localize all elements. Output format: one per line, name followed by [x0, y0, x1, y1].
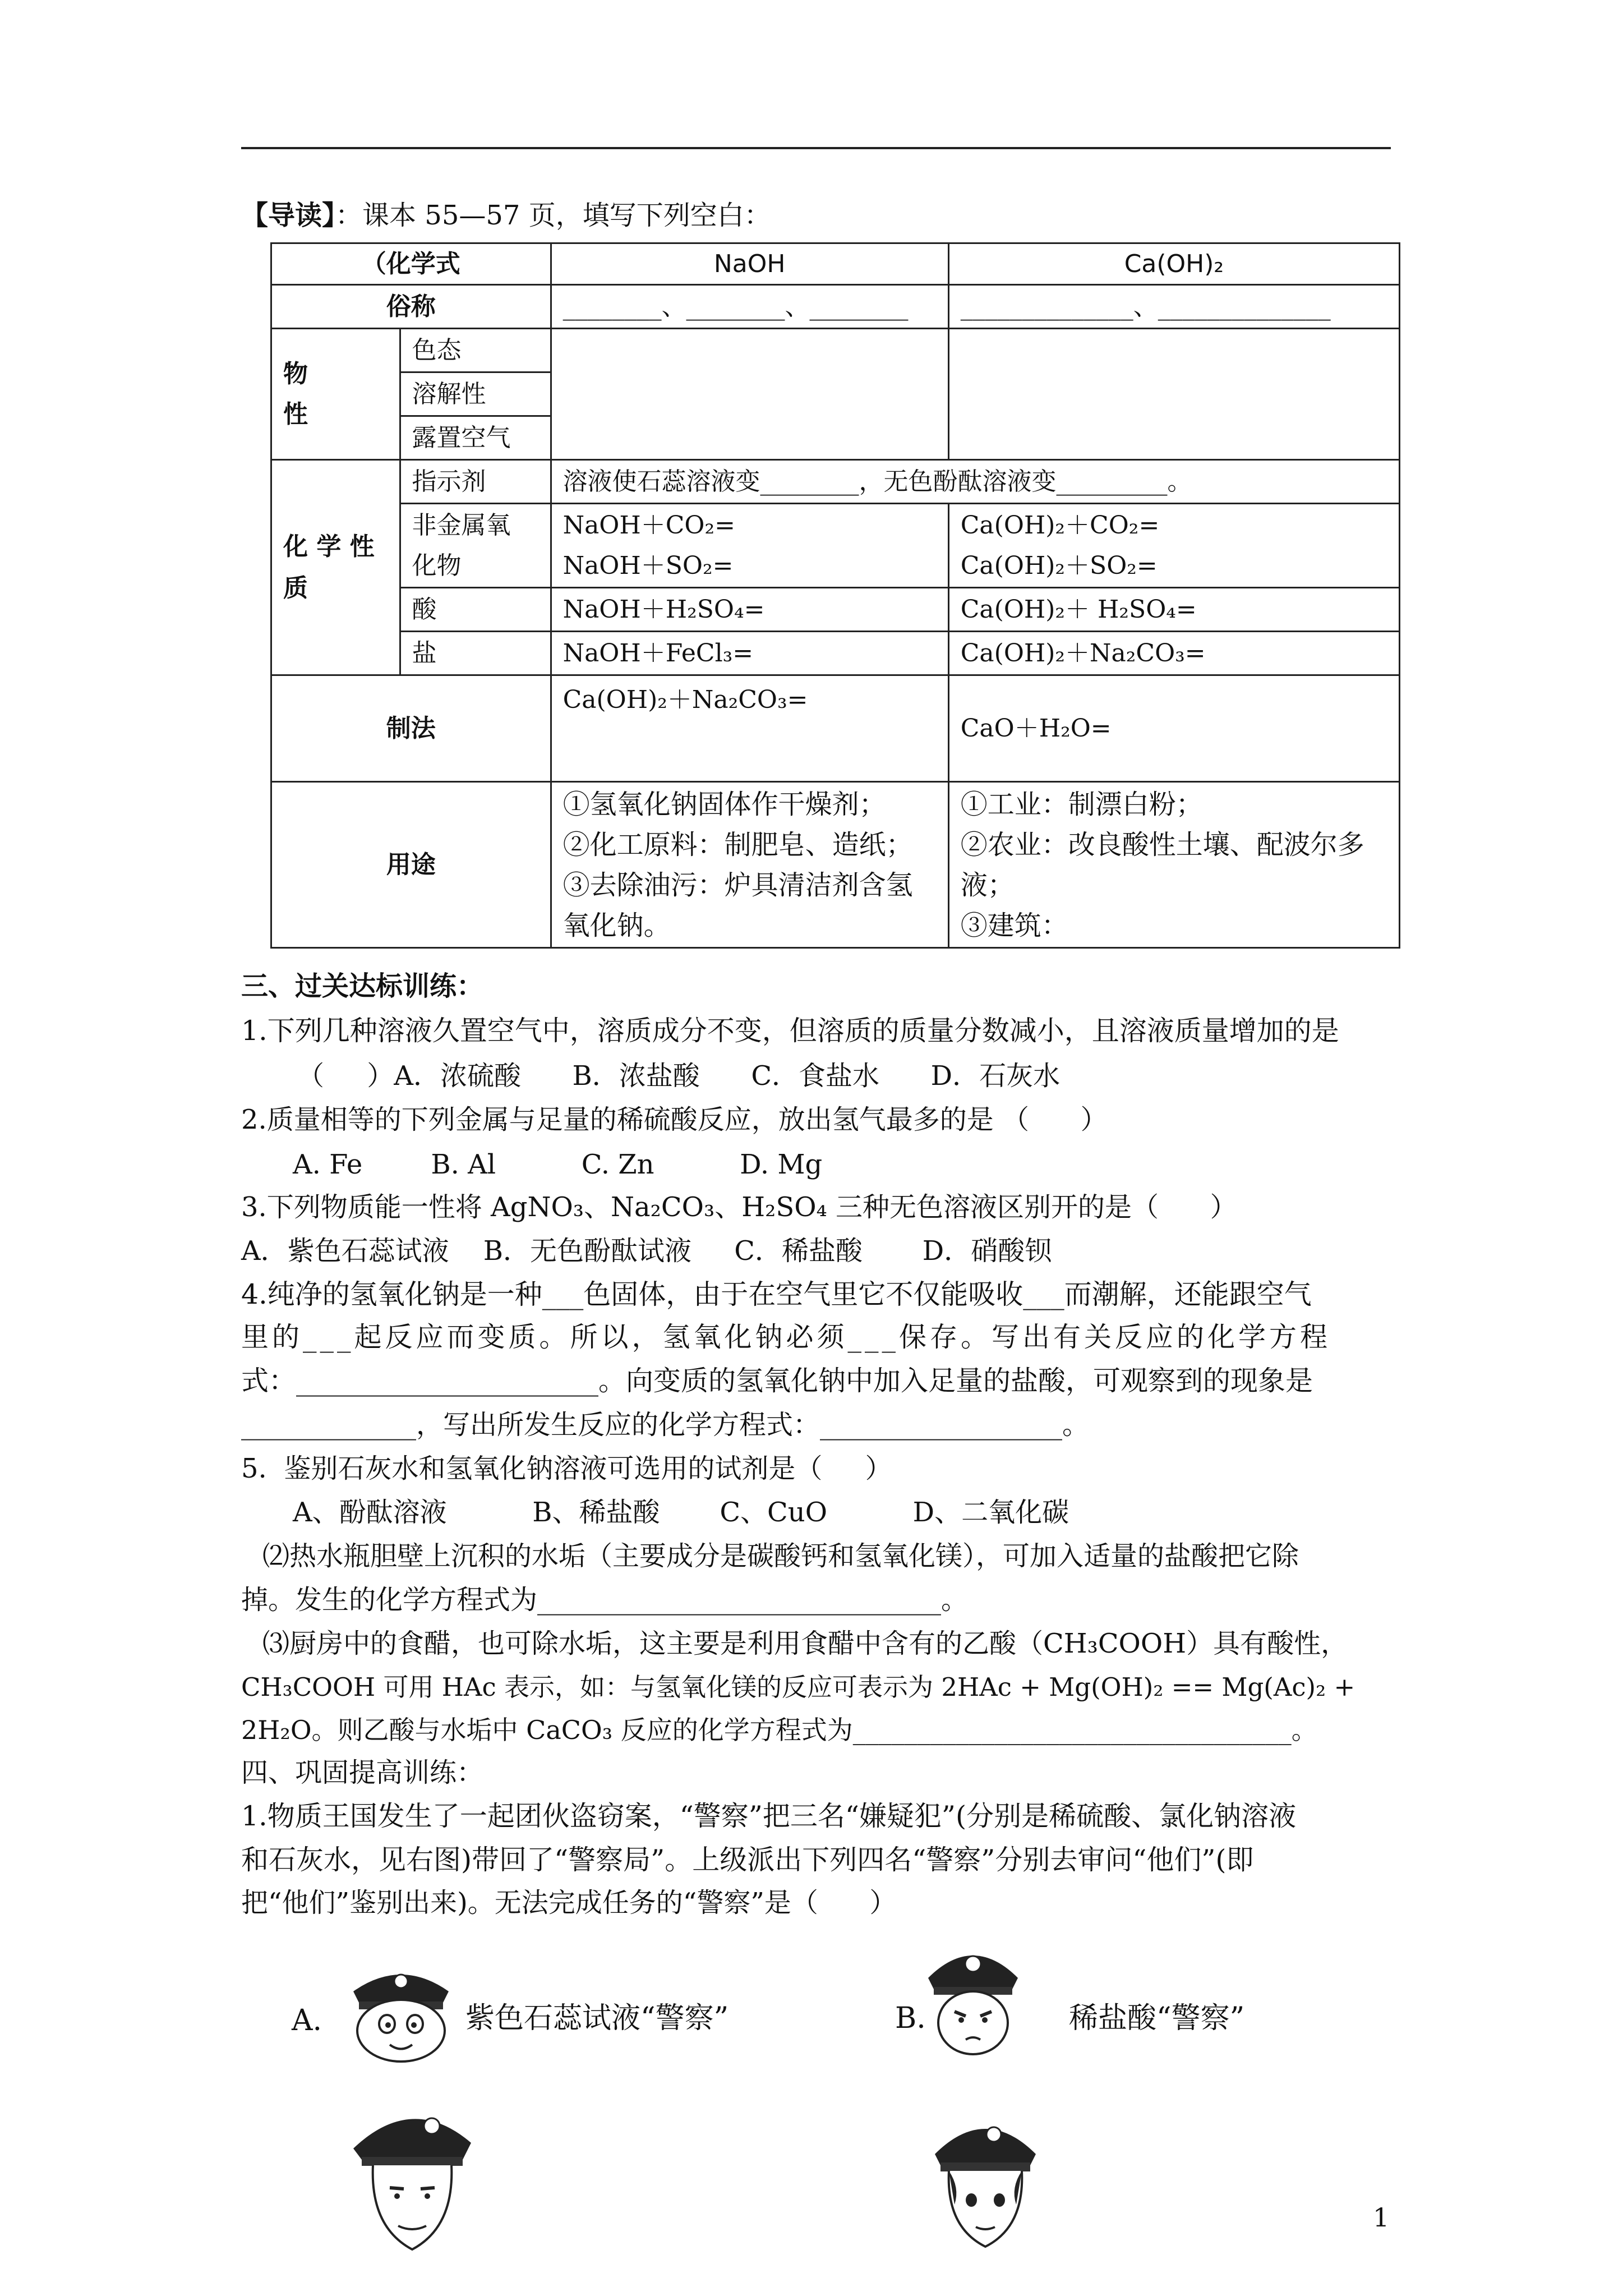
q1-options: （ ）A．浓硫酸 B．浓盐酸 C．食盐水 D．石灰水: [297, 1060, 1061, 1092]
section-4-title: 四、巩固提高训练：: [241, 1757, 484, 1788]
q5-stem: 5. 鉴别石灰水和氢氧化钠溶液可选用的试剂是（ ）: [241, 1453, 892, 1484]
p1-line3: 把“他们”鉴别出来)。无法完成任务的“警察”是（ ）: [241, 1887, 897, 1918]
hydroxide-table: [270, 242, 1400, 949]
q4-line4: _____________，写出所发生反应的化学方程式：__________________。: [241, 1409, 1090, 1441]
q7-line2: CH₃COOH 可用 HAc 表示，如：与氢氧化镁的反应可表示为 2HAc + Mg(OH)₂ == Mg(Ac)₂ +: [241, 1672, 1355, 1702]
daodu-text: ：课本 55—57 页，填写下列空白：: [335, 200, 771, 231]
caoh-uses: ①工业：制漂白粉； ②农业：改良酸性土壤、配波尔多 液； ③建筑：: [948, 782, 1399, 948]
chem-acid: 酸: [400, 588, 551, 632]
q6-line1: ⑵热水瓶胆壁上沉积的水垢（主要成分是碳酸钙和氢氧化镁），可加入适量的盐酸把它除: [262, 1540, 1299, 1572]
caoh-common-name: ______________、______________: [948, 285, 1399, 329]
option-b-label: 稀盐酸“警察”: [1069, 2001, 1245, 2035]
caoh-preparation: CaO＋H₂O=: [948, 675, 1399, 782]
page-number: 1: [1373, 2202, 1390, 2233]
q5-options: A、酚酞溶液 B、稀盐酸 C、CuO D、二氧化碳: [293, 1497, 1069, 1528]
caoh-salt: Ca(OH)₂＋Na₂CO₃=: [948, 632, 1399, 675]
header-formula: （化学式: [271, 243, 551, 285]
option-a-label: 紫色石蕊试液“警察”: [465, 2001, 729, 2035]
q3-stem: 3.下列物质能一性将 AgNO₃、Na₂CO₃、H₂SO₄ 三种无色溶液区别开的是（ ）: [241, 1191, 1237, 1223]
police-face-c-icon: [348, 2098, 477, 2261]
naoh-physical: [551, 329, 948, 460]
q7-line1: ⑶厨房中的食醋，也可除水垢，这主要是利用食醋中含有的乙酸（CH₃COOH）具有酸性，: [262, 1628, 1348, 1659]
q6-line2: 掉。发生的化学方程式为______________________________。: [241, 1584, 969, 1616]
section-3-title: 三、过关达标训练：: [241, 970, 484, 1002]
phys-state: 色态: [400, 329, 551, 372]
q3-options: A．紫色石蕊试液 B．无色酚酞试液 C．稀盐酸 D．硝酸钡: [241, 1235, 1052, 1267]
q4-line2: 里的___起反应而变质。所以，氢氧化钠必须___保存。写出有关反应的化学方程: [241, 1321, 1331, 1353]
row-chemical: 化 学 性 质: [271, 460, 400, 675]
q2-options: A. Fe B. Al C. Zn D. Mg: [293, 1149, 823, 1180]
option-a-letter: A.: [292, 2004, 322, 2037]
row-preparation: 制法: [271, 675, 551, 782]
row-physical: 物 性: [271, 329, 400, 460]
police-face-a-icon: [342, 1952, 460, 2064]
chem-nonmetal-oxide: 非金属氧 化物: [400, 504, 551, 588]
row-uses: 用途: [271, 782, 551, 948]
caoh-acid: Ca(OH)₂＋ H₂SO₄=: [948, 588, 1399, 632]
header-caoh: Ca(OH)₂: [948, 243, 1399, 285]
q1-stem: 1.下列几种溶液久置空气中，溶质成分不变，但溶质的质量分数减小，且溶液质量增加的是: [241, 1015, 1339, 1047]
phys-air-exposure: 露置空气: [400, 416, 551, 460]
caoh-nonmetal-oxide: Ca(OH)₂＋CO₂= Ca(OH)₂＋SO₂=: [948, 504, 1399, 588]
indicator-value: 溶液使石蕊溶液变________，无色酚酞溶液变_________。: [551, 460, 1399, 504]
daodu-line: [241, 197, 771, 233]
caoh-physical: [948, 329, 1399, 460]
p1-line2: 和石灰水，见右图)带回了“警察局”。上级派出下列四名“警察”分别去审问“他们”(即: [241, 1844, 1254, 1876]
naoh-salt: NaOH＋FeCl₃=: [551, 632, 948, 675]
naoh-preparation: Ca(OH)₂＋Na₂CO₃=: [551, 675, 948, 782]
naoh-uses: ①氢氧化钠固体作干燥剂； ②化工原料：制肥皂、造纸； ③去除油污：炉具清洁剂含氢 氧化钠。: [551, 782, 948, 948]
daodu-tag: 【导读】: [241, 200, 336, 231]
header-rule: [241, 147, 1391, 149]
naoh-common-name: ________、________、________: [551, 285, 948, 329]
police-face-d-icon: [926, 2104, 1044, 2255]
q2-stem: 2.质量相等的下列金属与足量的稀硫酸反应，放出氢气最多的是 （ ）: [241, 1104, 1108, 1135]
police-face-b-icon: [920, 1933, 1026, 2056]
phys-solubility: 溶解性: [400, 372, 551, 416]
chem-salt: 盐: [400, 632, 551, 675]
row-common-name: 俗称: [271, 285, 551, 329]
naoh-nonmetal-oxide: NaOH＋CO₂= NaOH＋SO₂=: [551, 504, 948, 588]
p1-line1: 1.物质王国发生了一起团伙盗窃案，“警察”把三名“嫌疑犯”(分别是稀硫酸、氯化钠溶液: [241, 1800, 1297, 1832]
naoh-acid: NaOH＋H₂SO₄=: [551, 588, 948, 632]
q4-line1: 4.纯净的氢氧化钠是一种___色固体，由于在空气里它不仅能吸收___而潮解，还能跟空气: [241, 1278, 1312, 1310]
q7-line3: 2H₂O。则乙酸与水垢中 CaCO₃ 反应的化学方程式为__________________________________。: [241, 1715, 1317, 1745]
option-b-letter: B.: [895, 2001, 926, 2035]
header-naoh: NaOH: [551, 243, 948, 285]
chem-indicator: 指示剂: [400, 460, 551, 504]
q4-line3: 式：______________________。向变质的氢氧化钠中加入足量的盐酸，可观察到的现象是: [241, 1365, 1313, 1397]
